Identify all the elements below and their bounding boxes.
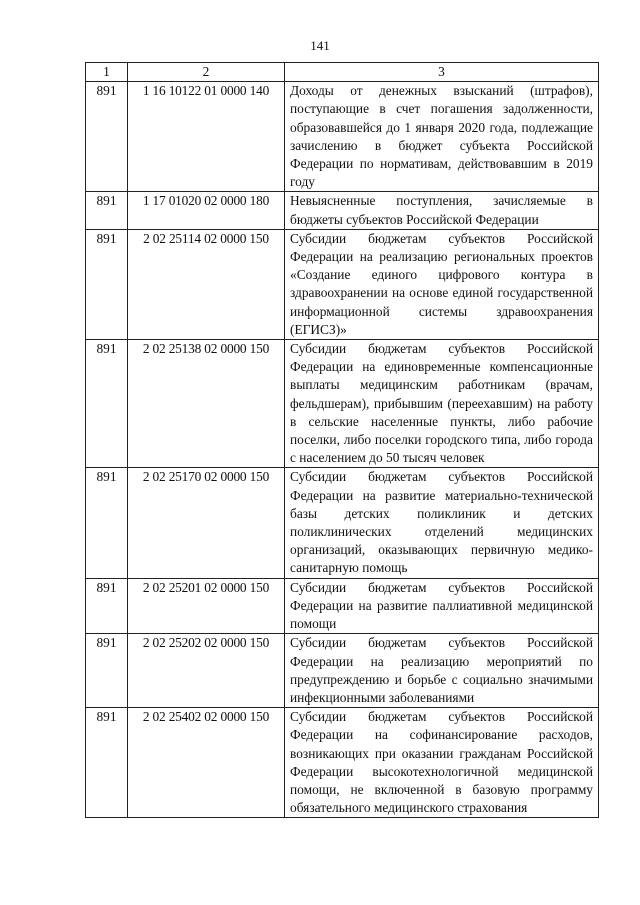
budget-code-cell: 2 02 25170 02 0000 150 xyxy=(128,468,285,578)
budget-code-cell: 1 17 01020 02 0000 180 xyxy=(128,192,285,229)
table-row xyxy=(86,708,599,818)
admin-code-cell: 891 xyxy=(86,468,128,578)
table-row xyxy=(86,634,599,708)
column-header-description: 3 xyxy=(285,63,599,82)
budget-code-cell: 2 02 25402 02 0000 150 xyxy=(128,708,285,818)
description-cell: Субсидии бюджетам субъектов Российской Федерации на единовременные компенсационные выплаты медицинским работникам (врачам, фельдшерам), прибывшим (переехавшим) на работу в сельские населенные пункты, либо рабочие поселки, либо поселки городского типа, либо города с населением до 50 тысяч человек xyxy=(285,340,599,468)
admin-code-cell: 891 xyxy=(86,229,128,339)
admin-code-cell: 891 xyxy=(86,708,128,818)
table-row xyxy=(86,82,599,192)
admin-code-cell: 891 xyxy=(86,340,128,468)
budget-code-cell: 2 02 25114 02 0000 150 xyxy=(128,229,285,339)
admin-code-cell: 891 xyxy=(86,578,128,634)
table-header-row xyxy=(86,63,599,82)
budget-code-cell: 1 16 10122 01 0000 140 xyxy=(128,82,285,192)
admin-code-cell: 891 xyxy=(86,192,128,229)
budget-code-cell: 2 02 25138 02 0000 150 xyxy=(128,340,285,468)
description-cell: Субсидии бюджетам субъектов Российской Федерации на софинансирование расходов, возникающих при оказании гражданам Российской Федерации высокотехнологичной медицинской помощи, не включенной в базовую программу обязательного медицинского страхования xyxy=(285,708,599,818)
budget-code-cell: 2 02 25202 02 0000 150 xyxy=(128,634,285,708)
budget-classification-table xyxy=(85,62,599,818)
description-cell: Доходы от денежных взысканий (штрафов), поступающие в счет погашения задолженности, образовавшейся до 1 января 2020 года, подлежащие зачислению в бюджет субъекта Российской Федерации по нормативам, действовавшим в 2019 году xyxy=(285,82,599,192)
page-number: 141 xyxy=(310,38,330,53)
description-cell: Субсидии бюджетам субъектов Российской Федерации на развитие паллиативной медицинской помощи xyxy=(285,578,599,634)
budget-code-cell: 2 02 25201 02 0000 150 xyxy=(128,578,285,634)
table-row xyxy=(86,468,599,578)
column-header-code: 2 xyxy=(128,63,285,82)
table-row xyxy=(86,192,599,229)
table-row xyxy=(86,229,599,339)
table-row xyxy=(86,578,599,634)
description-cell: Субсидии бюджетам субъектов Российской Федерации на реализацию мероприятий по предупреждению и борьбе с социально значимыми инфекционными заболеваниями xyxy=(285,634,599,708)
column-header-admin: 1 xyxy=(86,63,128,82)
description-cell: Субсидии бюджетам субъектов Российской Федерации на развитие материально-технической базы детских поликлиник и детских поликлинических отделений медицинских организаций, оказывающих первичную медико-санитарную помощь xyxy=(285,468,599,578)
admin-code-cell: 891 xyxy=(86,634,128,708)
table-row xyxy=(86,340,599,468)
description-cell: Невыясненные поступления, зачисляемые в бюджеты субъектов Российской Федерации xyxy=(285,192,599,229)
description-cell: Субсидии бюджетам субъектов Российской Федерации на реализацию региональных проектов «Создание единого цифрового контура в здравоохранении на основе единой государственной информационной системы здравоохранения (ЕГИСЗ)» xyxy=(285,229,599,339)
admin-code-cell: 891 xyxy=(86,82,128,192)
